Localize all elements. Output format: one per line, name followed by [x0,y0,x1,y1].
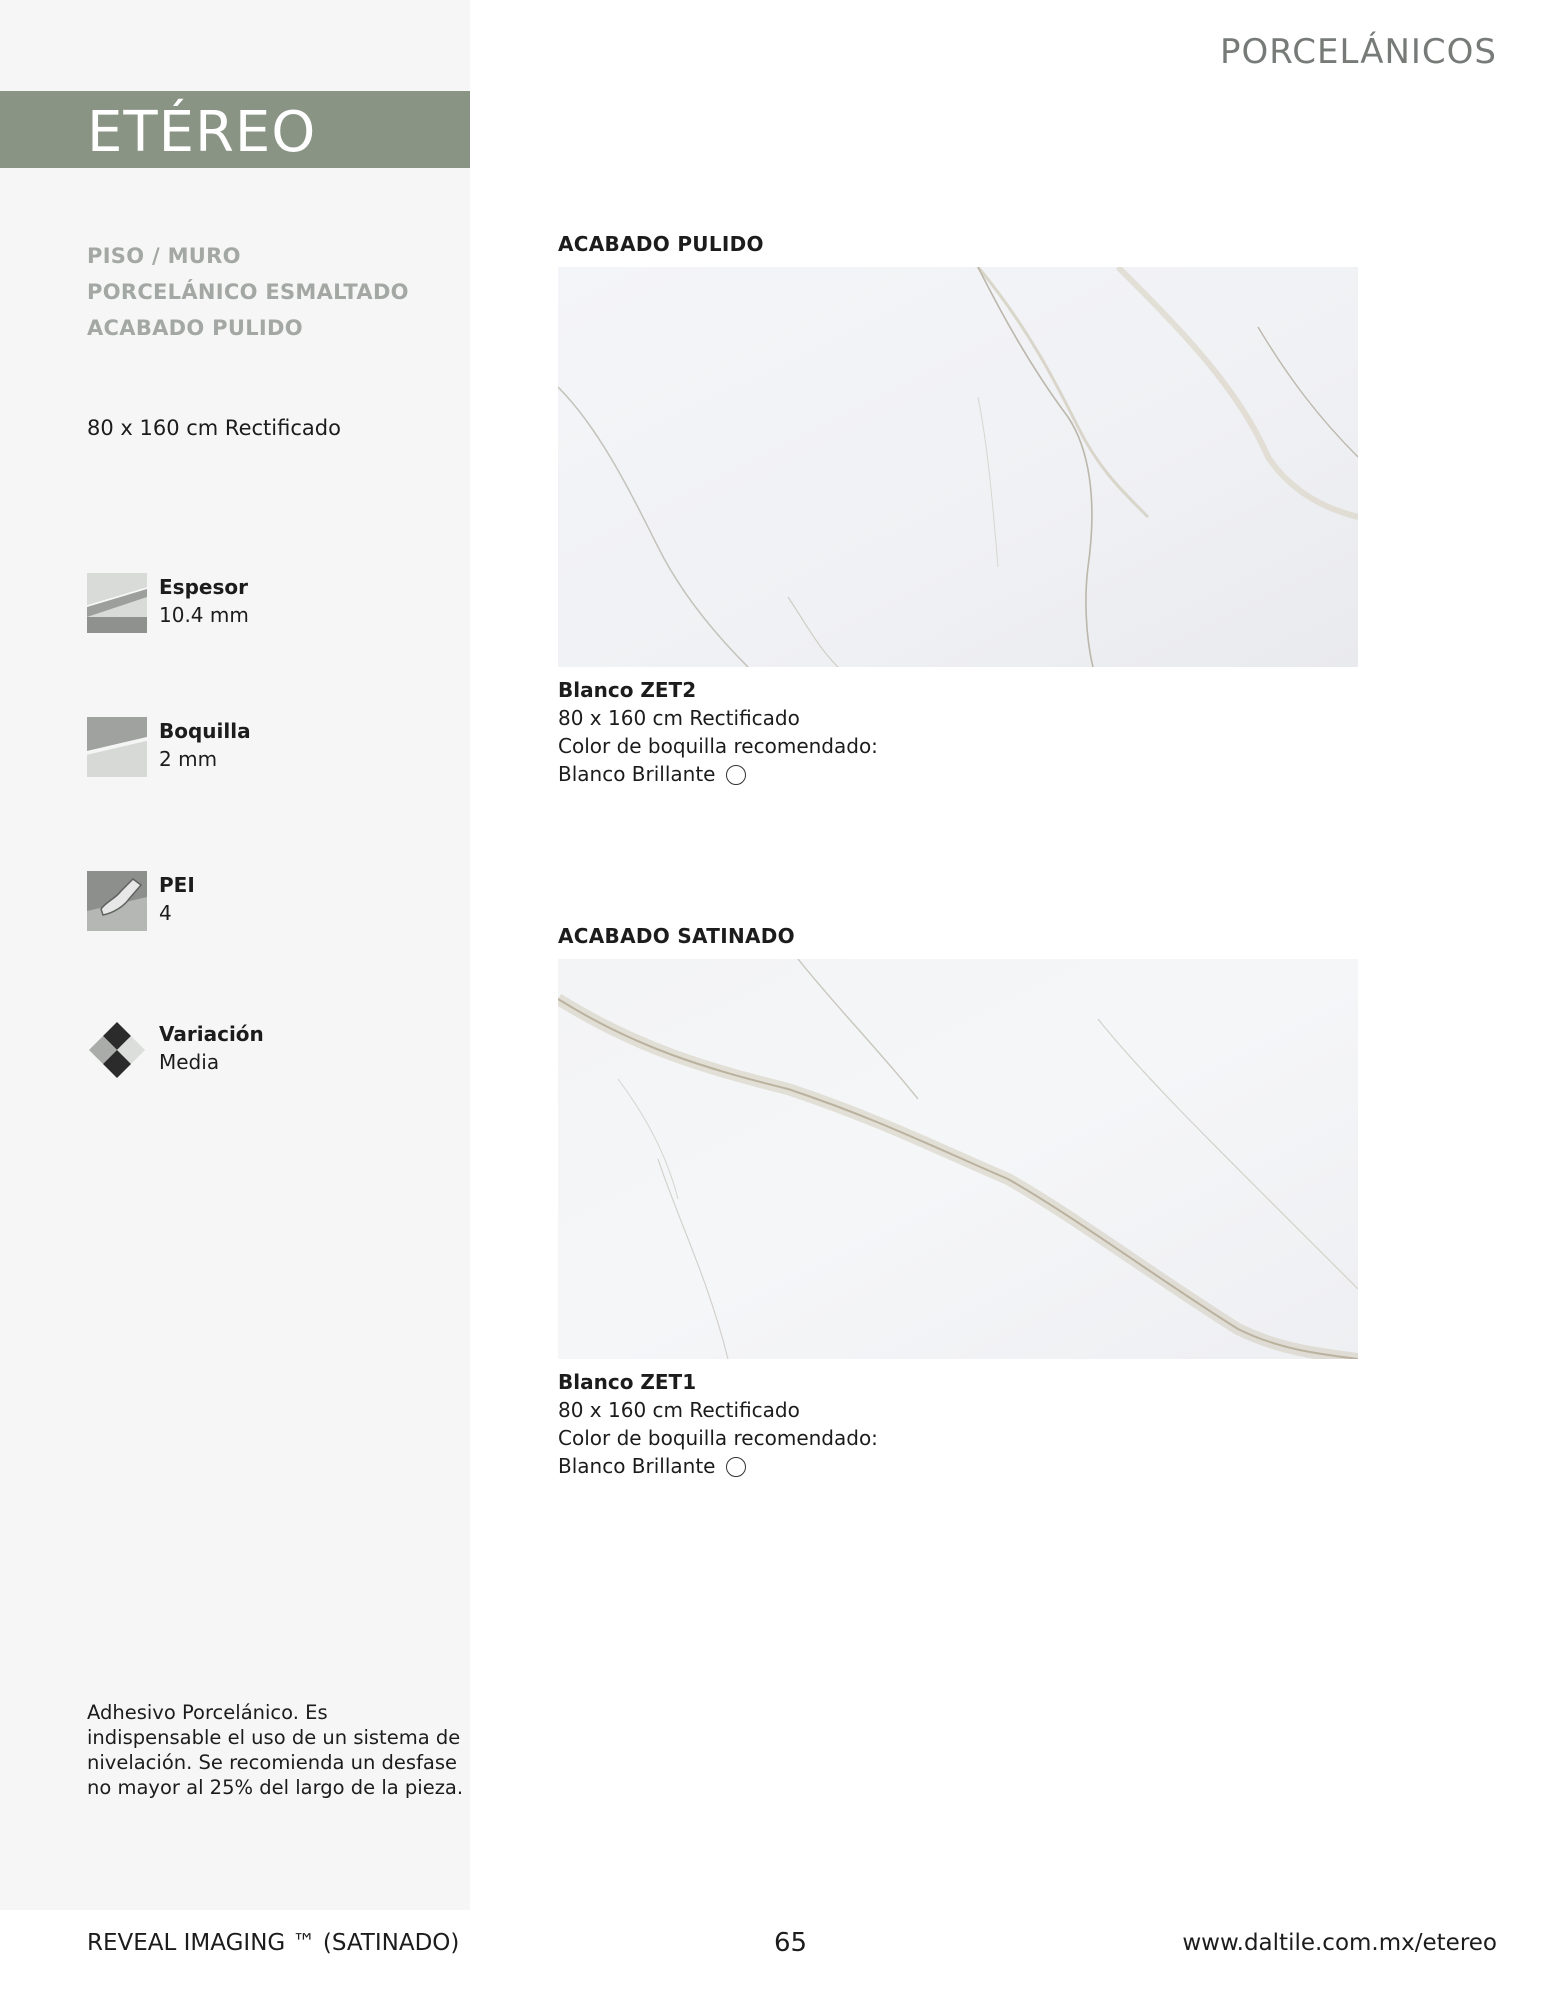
grout-color-name: Blanco Brillante [558,762,716,786]
property-label: Variación [159,1022,264,1046]
tile-image-blanco-zet2 [558,267,1358,667]
grout-swatch-white [726,765,746,785]
property-value: Media [159,1050,220,1074]
product-info-zet1 [558,1368,878,1480]
spec-list [87,238,409,346]
product-name: Blanco ZET1 [558,1370,697,1394]
footer-technology: REVEAL IMAGING ™ (SATINADO) [87,1930,460,1956]
collection-title: ETÉREO [87,100,317,165]
property-value: 2 mm [159,747,218,771]
format-size: 80 x 160 cm Rectificado [87,416,341,440]
spec-finish: ACABADO PULIDO [87,316,303,340]
spec-material: PORCELÁNICO ESMALTADO [87,280,409,304]
pei-foot-icon [87,871,147,931]
section-label: PORCELÁNICOS [1220,32,1497,72]
product-info-zet2 [558,676,878,788]
property-label: Boquilla [159,719,251,743]
property-label: PEI [159,873,195,897]
product-size: 80 x 160 cm Rectificado [558,706,800,730]
property-value: 4 [159,901,172,925]
footer-url-link[interactable]: www.daltile.com.mx/etereo [1182,1930,1497,1956]
property-value: 10.4 mm [159,603,249,627]
page-number: 65 [774,1928,808,1958]
variation-diamond-icon [87,1020,147,1080]
grout-recommendation [558,1452,878,1480]
spec-use: PISO / MURO [87,244,241,268]
grout-swatch-white [726,1457,746,1477]
grout-label: Color de boquilla recomendado: [558,734,878,758]
thickness-icon [87,573,147,633]
finish-title-polished: ACABADO PULIDO [558,232,764,256]
grout-color-name: Blanco Brillante [558,1454,716,1478]
finish-title-satin: ACABADO SATINADO [558,924,795,948]
property-label: Espesor [159,575,248,599]
product-size: 80 x 160 cm Rectificado [558,1398,800,1422]
installation-note: Adhesivo Porcelánico. Es indispensable el uso de un sistema de nivelación. Se recomienda un desfase no mayor al 25% del largo de la pieza. [87,1701,464,1799]
grout-label: Color de boquilla recomendado: [558,1426,878,1450]
tile-image-blanco-zet1 [558,959,1358,1359]
product-name: Blanco ZET2 [558,678,697,702]
grout-recommendation [558,760,878,788]
grout-joint-icon [87,717,147,777]
